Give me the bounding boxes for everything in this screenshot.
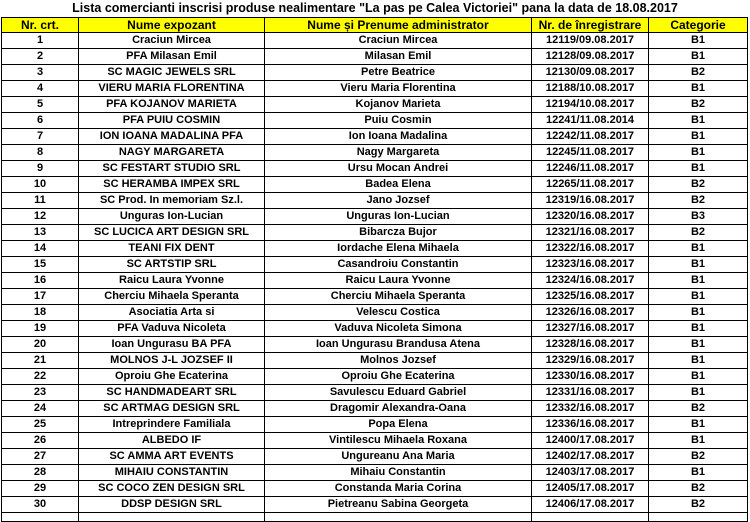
cell-exhibitor-name: VIERU MARIA FLORENTINA xyxy=(79,81,265,97)
cell-empty xyxy=(265,513,532,522)
cell-administrator-name: Nagy Margareta xyxy=(265,145,532,161)
cell-exhibitor-name: ALBEDO IF xyxy=(79,433,265,449)
table-row xyxy=(2,433,748,449)
cell-administrator-name: Vieru Maria Florentina xyxy=(265,81,532,97)
cell-category: B1 xyxy=(649,81,748,97)
cell-registration-number: 12329/16.08.2017 xyxy=(532,353,649,369)
cell-exhibitor-name: SC FESTART STUDIO SRL xyxy=(79,161,265,177)
cell-registration-number: 12331/16.08.2017 xyxy=(532,385,649,401)
cell-administrator-name: Vintilescu Mihaela Roxana xyxy=(265,433,532,449)
table-row xyxy=(2,113,748,129)
cell-exhibitor-name: Asociatia Arta si xyxy=(79,305,265,321)
cell-registration-number: 12119/09.08.2017 xyxy=(532,33,649,49)
cell-exhibitor-name: Raicu Laura Yvonne xyxy=(79,273,265,289)
cell-nr-crt: 3 xyxy=(2,65,79,81)
cell-administrator-name: Popa Elena xyxy=(265,417,532,433)
cell-nr-crt: 29 xyxy=(2,481,79,497)
cell-nr-crt: 11 xyxy=(2,193,79,209)
cell-nr-crt: 17 xyxy=(2,289,79,305)
cell-administrator-name: Jano Jozsef xyxy=(265,193,532,209)
cell-nr-crt: 8 xyxy=(2,145,79,161)
table-row xyxy=(2,49,748,65)
cell-nr-crt: 5 xyxy=(2,97,79,113)
cell-registration-number: 12328/16.08.2017 xyxy=(532,337,649,353)
table-row xyxy=(2,337,748,353)
cell-category: B1 xyxy=(649,241,748,257)
cell-administrator-name: Pietreanu Sabina Georgeta xyxy=(265,497,532,513)
cell-administrator-name: Molnos Jozsef xyxy=(265,353,532,369)
cell-category: B1 xyxy=(649,305,748,321)
cell-empty xyxy=(649,513,748,522)
cell-nr-crt: 30 xyxy=(2,497,79,513)
cell-administrator-name: Petre Beatrice xyxy=(265,65,532,81)
cell-registration-number: 12194/10.08.2017 xyxy=(532,97,649,113)
header-category: Categorie xyxy=(649,18,748,33)
table-row xyxy=(2,257,748,273)
cell-administrator-name: Kojanov Marieta xyxy=(265,97,532,113)
cell-category: B2 xyxy=(649,449,748,465)
cell-empty xyxy=(2,513,79,522)
table-row xyxy=(2,273,748,289)
table-row xyxy=(2,289,748,305)
cell-category: B2 xyxy=(649,97,748,113)
cell-exhibitor-name: Craciun Mircea xyxy=(79,33,265,49)
cell-exhibitor-name: SC AMMA ART EVENTS xyxy=(79,449,265,465)
cell-category: B3 xyxy=(649,209,748,225)
cell-nr-crt: 25 xyxy=(2,417,79,433)
cell-registration-number: 12330/16.08.2017 xyxy=(532,369,649,385)
cell-exhibitor-name: TEANI FIX DENT xyxy=(79,241,265,257)
cell-category: B1 xyxy=(649,417,748,433)
table-body xyxy=(2,33,748,522)
table-row xyxy=(2,209,748,225)
cell-category: B2 xyxy=(649,65,748,81)
header-administrator-name: Nume și Prenume administrator xyxy=(265,18,532,33)
cell-exhibitor-name: DDSP DESIGN SRL xyxy=(79,497,265,513)
cell-exhibitor-name: SC ARTMAG DESIGN SRL xyxy=(79,401,265,417)
cell-registration-number: 12327/16.08.2017 xyxy=(532,321,649,337)
table-row xyxy=(2,321,748,337)
cell-nr-crt: 22 xyxy=(2,369,79,385)
table-row xyxy=(2,449,748,465)
cell-administrator-name: Ion Ioana Madalina xyxy=(265,129,532,145)
table-row xyxy=(2,305,748,321)
cell-administrator-name: Constanda Maria Corina xyxy=(265,481,532,497)
cell-exhibitor-name: Oproiu Ghe Ecaterina xyxy=(79,369,265,385)
table-row xyxy=(2,81,748,97)
cell-registration-number: 12324/16.08.2017 xyxy=(532,273,649,289)
cell-exhibitor-name: Unguras Ion-Lucian xyxy=(79,209,265,225)
header-registration-number: Nr. de înregistrare xyxy=(532,18,649,33)
cell-nr-crt: 14 xyxy=(2,241,79,257)
cell-category: B1 xyxy=(649,321,748,337)
cell-nr-crt: 13 xyxy=(2,225,79,241)
table-row xyxy=(2,401,748,417)
cell-administrator-name: Badea Elena xyxy=(265,177,532,193)
cell-exhibitor-name: MOLNOS J-L JOZSEF II xyxy=(79,353,265,369)
table-row xyxy=(2,97,748,113)
cell-category: B1 xyxy=(649,161,748,177)
cell-category: B1 xyxy=(649,273,748,289)
cell-registration-number: 12245/11.08.2017 xyxy=(532,145,649,161)
table-row xyxy=(2,497,748,513)
cell-category: B2 xyxy=(649,177,748,193)
cell-empty xyxy=(532,513,649,522)
cell-nr-crt: 26 xyxy=(2,433,79,449)
table-row xyxy=(2,129,748,145)
table-row xyxy=(2,145,748,161)
cell-nr-crt: 18 xyxy=(2,305,79,321)
cell-administrator-name: Ioan Ungurasu Brandusa Atena xyxy=(265,337,532,353)
cell-category: B1 xyxy=(649,49,748,65)
cell-exhibitor-name: Cherciu Mihaela Speranta xyxy=(79,289,265,305)
table-row xyxy=(2,65,748,81)
cell-nr-crt: 20 xyxy=(2,337,79,353)
table-row xyxy=(2,353,748,369)
cell-category: B1 xyxy=(649,145,748,161)
table-row xyxy=(2,369,748,385)
cell-category: B1 xyxy=(649,113,748,129)
cell-nr-crt: 10 xyxy=(2,177,79,193)
cell-empty xyxy=(79,513,265,522)
cell-registration-number: 12403/17.08.2017 xyxy=(532,465,649,481)
document-title: Lista comercianti inscrisi produse nealimentare "La pas pe Calea Victoriei" pana la data de 18.08.2017 xyxy=(72,1,678,15)
cell-exhibitor-name: Intreprindere Familiala xyxy=(79,417,265,433)
cell-exhibitor-name: SC COCO ZEN DESIGN SRL xyxy=(79,481,265,497)
cell-registration-number: 12188/10.08.2017 xyxy=(532,81,649,97)
cell-nr-crt: 4 xyxy=(2,81,79,97)
cell-exhibitor-name: SC MAGIC JEWELS SRL xyxy=(79,65,265,81)
cell-registration-number: 12400/17.08.2017 xyxy=(532,433,649,449)
cell-category: B1 xyxy=(649,369,748,385)
cell-category: B2 xyxy=(649,225,748,241)
cell-category: B1 xyxy=(649,433,748,449)
cell-administrator-name: Vaduva Nicoleta Simona xyxy=(265,321,532,337)
cell-nr-crt: 23 xyxy=(2,385,79,401)
cell-administrator-name: Cherciu Mihaela Speranta xyxy=(265,289,532,305)
cell-registration-number: 12319/16.08.2017 xyxy=(532,193,649,209)
cell-nr-crt: 9 xyxy=(2,161,79,177)
cell-nr-crt: 12 xyxy=(2,209,79,225)
table-row xyxy=(2,417,748,433)
cell-exhibitor-name: PFA Milasan Emil xyxy=(79,49,265,65)
cell-exhibitor-name: PFA Vaduva Nicoleta xyxy=(79,321,265,337)
table-row xyxy=(2,161,748,177)
cell-registration-number: 12323/16.08.2017 xyxy=(532,257,649,273)
cell-administrator-name: Bibarcza Bujor xyxy=(265,225,532,241)
table-row xyxy=(2,177,748,193)
cell-nr-crt: 7 xyxy=(2,129,79,145)
cell-exhibitor-name: SC HANDMADEART SRL xyxy=(79,385,265,401)
exhibitors-table xyxy=(1,17,748,522)
cell-exhibitor-name: Ioan Ungurasu BA PFA xyxy=(79,337,265,353)
header-row xyxy=(2,18,748,33)
cell-administrator-name: Unguras Ion-Lucian xyxy=(265,209,532,225)
table-row xyxy=(2,193,748,209)
cell-administrator-name: Iordache Elena Mihaela xyxy=(265,241,532,257)
cell-nr-crt: 21 xyxy=(2,353,79,369)
cell-category: B2 xyxy=(649,481,748,497)
cell-administrator-name: Savulescu Eduard Gabriel xyxy=(265,385,532,401)
cell-administrator-name: Puiu Cosmin xyxy=(265,113,532,129)
cell-category: B1 xyxy=(649,353,748,369)
cell-registration-number: 12246/11.08.2017 xyxy=(532,161,649,177)
cell-registration-number: 12241/11.08.2014 xyxy=(532,113,649,129)
cell-category: B1 xyxy=(649,257,748,273)
header-exhibitor-name: Nume expozant xyxy=(79,18,265,33)
cell-registration-number: 12332/16.08.2017 xyxy=(532,401,649,417)
cell-category: B1 xyxy=(649,465,748,481)
table-row xyxy=(2,225,748,241)
header-nr-crt: Nr. crt. xyxy=(2,18,79,33)
table-row xyxy=(2,385,748,401)
table-row xyxy=(2,33,748,49)
cell-nr-crt: 24 xyxy=(2,401,79,417)
table-row xyxy=(2,481,748,497)
cell-registration-number: 12321/16.08.2017 xyxy=(532,225,649,241)
cell-category: B2 xyxy=(649,193,748,209)
cell-administrator-name: Velescu Costica xyxy=(265,305,532,321)
cell-registration-number: 12325/16.08.2017 xyxy=(532,289,649,305)
cell-exhibitor-name: SC HERAMBA IMPEX SRL xyxy=(79,177,265,193)
cell-administrator-name: Milasan Emil xyxy=(265,49,532,65)
table-row-cut xyxy=(2,513,748,522)
cell-nr-crt: 15 xyxy=(2,257,79,273)
cell-registration-number: 12242/11.08.2017 xyxy=(532,129,649,145)
cell-exhibitor-name: NAGY MARGARETA xyxy=(79,145,265,161)
cell-administrator-name: Mihaiu Constantin xyxy=(265,465,532,481)
table-row xyxy=(2,241,748,257)
cell-registration-number: 12128/09.08.2017 xyxy=(532,49,649,65)
cell-category: B1 xyxy=(649,385,748,401)
cell-registration-number: 12265/11.08.2017 xyxy=(532,177,649,193)
cell-exhibitor-name: ION IOANA MADALINA PFA xyxy=(79,129,265,145)
cell-exhibitor-name: PFA KOJANOV MARIETA xyxy=(79,97,265,113)
cell-administrator-name: Casandroiu Constantin xyxy=(265,257,532,273)
cell-registration-number: 12320/16.08.2017 xyxy=(532,209,649,225)
cell-nr-crt: 28 xyxy=(2,465,79,481)
table-row xyxy=(2,465,748,481)
cell-registration-number: 12402/17.08.2017 xyxy=(532,449,649,465)
cell-nr-crt: 16 xyxy=(2,273,79,289)
cell-nr-crt: 1 xyxy=(2,33,79,49)
cell-exhibitor-name: MIHAIU CONSTANTIN xyxy=(79,465,265,481)
cell-nr-crt: 19 xyxy=(2,321,79,337)
cell-nr-crt: 6 xyxy=(2,113,79,129)
cell-exhibitor-name: SC ARTSTIP SRL xyxy=(79,257,265,273)
cell-nr-crt: 2 xyxy=(2,49,79,65)
cell-registration-number: 12406/17.08.2017 xyxy=(532,497,649,513)
cell-registration-number: 12326/16.08.2017 xyxy=(532,305,649,321)
cell-category: B2 xyxy=(649,497,748,513)
cell-administrator-name: Dragomir Alexandra-Oana xyxy=(265,401,532,417)
cell-exhibitor-name: PFA PUIU COSMIN xyxy=(79,113,265,129)
cell-category: B1 xyxy=(649,289,748,305)
cell-nr-crt: 27 xyxy=(2,449,79,465)
cell-registration-number: 12130/09.08.2017 xyxy=(532,65,649,81)
cell-registration-number: 12336/16.08.2017 xyxy=(532,417,649,433)
cell-administrator-name: Craciun Mircea xyxy=(265,33,532,49)
cell-category: B1 xyxy=(649,33,748,49)
cell-category: B2 xyxy=(649,401,748,417)
cell-registration-number: 12405/17.08.2017 xyxy=(532,481,649,497)
cell-administrator-name: Oproiu Ghe Ecaterina xyxy=(265,369,532,385)
cell-administrator-name: Raicu Laura Yvonne xyxy=(265,273,532,289)
cell-exhibitor-name: SC LUCICA ART DESIGN SRL xyxy=(79,225,265,241)
cell-registration-number: 12322/16.08.2017 xyxy=(532,241,649,257)
cell-exhibitor-name: SC Prod. In memoriam Sz.l. xyxy=(79,193,265,209)
cell-administrator-name: Ursu Mocan Andrei xyxy=(265,161,532,177)
cell-administrator-name: Ungureanu Ana Maria xyxy=(265,449,532,465)
cell-category: B1 xyxy=(649,337,748,353)
cell-category: B1 xyxy=(649,129,748,145)
